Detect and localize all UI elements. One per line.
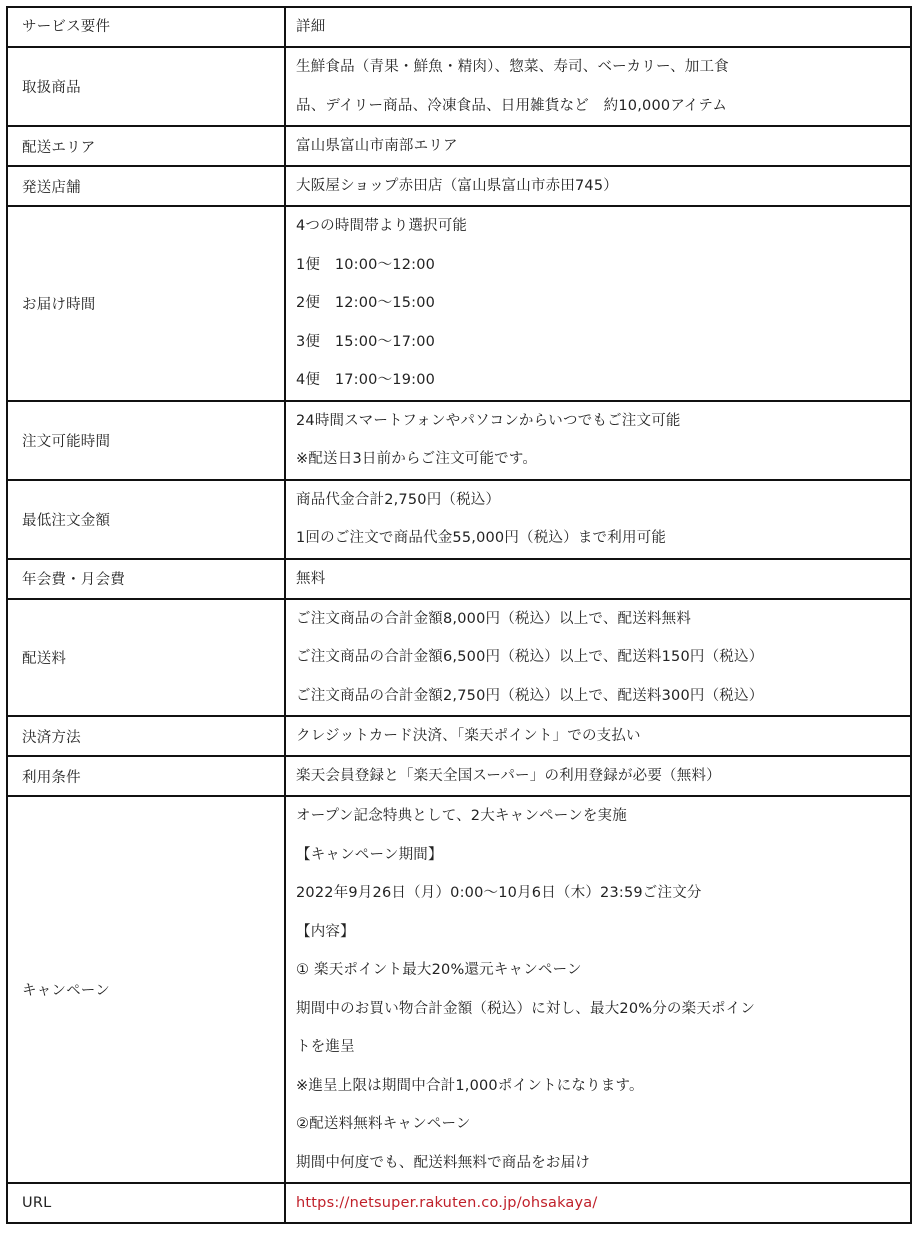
row-value-line: ※配送日3日前からご注文可能です。	[296, 451, 538, 467]
row-value-line: 2022年9月26日（月）0:00～10月6日（木）23:59ご注文分	[296, 885, 702, 901]
row-value-line: ご注文商品の合計金額8,000円（税込）以上で、配送料無料	[296, 610, 692, 627]
row-value-line: クレジットカード決済、「楽天ポイント」での支払い	[296, 728, 641, 744]
row-value-line: 2便 12:00～15:00	[296, 295, 436, 311]
row-value-line: 品、デイリー商品、冷凍食品、日用雑貨など 約10,000アイテム	[296, 97, 728, 114]
row-value-line: 1便 10:00～12:00	[296, 256, 436, 273]
row-value-line: ※進呈上限は期間中合計1,000ポイントになります。	[296, 1077, 644, 1094]
table-row	[7, 599, 911, 717]
row-value-cell	[285, 599, 911, 717]
table-row	[7, 47, 911, 126]
row-label-cell	[7, 559, 285, 599]
row-value-line: オープン記念特典として、2大キャンペーンを実施	[296, 808, 627, 824]
table-row	[7, 756, 911, 796]
row-label: 決済方法	[22, 729, 81, 746]
row-value-line: 期間中のお買い物合計金額（税込）に対し、最大20%分の楽天ポイン	[296, 1000, 756, 1017]
header-value-cell	[285, 7, 911, 47]
row-label-cell	[7, 480, 285, 559]
url-value-cell	[285, 1183, 911, 1223]
header-value: 詳細	[296, 19, 326, 35]
row-label-cell	[7, 166, 285, 206]
table-row	[7, 559, 911, 599]
row-value-cell	[285, 756, 911, 796]
row-value-cell	[285, 126, 911, 166]
row-label: 注文可能時間	[22, 433, 111, 450]
row-label-cell	[7, 599, 285, 717]
service-requirements-table	[6, 6, 912, 1224]
table-row	[7, 401, 911, 480]
row-value-line: トを進呈	[296, 1039, 355, 1055]
table-header-row	[7, 7, 911, 47]
row-label-cell	[7, 206, 285, 401]
row-value-line: 【内容】	[296, 923, 355, 940]
row-label: お届け時間	[22, 296, 96, 313]
url-label-cell	[7, 1183, 285, 1223]
header-label-cell	[7, 7, 285, 47]
row-value-cell	[285, 401, 911, 480]
row-label-cell	[7, 796, 285, 1183]
url-label: URL	[22, 1195, 52, 1211]
row-label: 配送料	[22, 650, 67, 667]
header-label: サービス要件	[22, 19, 111, 35]
row-value-line: 楽天会員登録と「楽天全国スーパー」の利用登録が必要（無料）	[296, 768, 721, 784]
row-value-cell	[285, 716, 911, 756]
row-value-line: ②配送料無料キャンペーン	[296, 1116, 471, 1132]
row-value-line: 24時間スマートフォンやパソコンからいつでもご注文可能	[296, 412, 681, 429]
row-label-cell	[7, 716, 285, 756]
table-row	[7, 480, 911, 559]
row-value-cell	[285, 480, 911, 559]
row-value-line: 3便 15:00～17:00	[296, 333, 436, 350]
row-value-line: 4つの時間帯より選択可能	[296, 218, 468, 234]
row-value-line: 【キャンペーン期間】	[296, 846, 443, 863]
row-value-line: 富山県富山市南部エリア	[296, 138, 458, 154]
row-label-cell	[7, 756, 285, 796]
table-row	[7, 126, 911, 166]
row-label: 利用条件	[22, 769, 81, 786]
row-label-cell	[7, 401, 285, 480]
table-row	[7, 716, 911, 756]
row-value-line: ① 楽天ポイント最大20%還元キャンペーン	[296, 962, 582, 978]
row-label: 取扱商品	[22, 80, 81, 96]
row-value-cell	[285, 47, 911, 126]
row-value-cell	[285, 796, 911, 1183]
table-row	[7, 796, 911, 1183]
row-value-line: ご注文商品の合計金額6,500円（税込）以上で、配送料150円（税込）	[296, 649, 764, 665]
table-body	[7, 7, 911, 1223]
netsuper-url-link[interactable]: https://netsuper.rakuten.co.jp/ohsakaya/	[296, 1195, 598, 1211]
row-label: 発送店舗	[22, 179, 81, 196]
row-value-line: 4便 17:00～19:00	[296, 372, 436, 388]
row-value-line: ご注文商品の合計金額2,750円（税込）以上で、配送料300円（税込）	[296, 687, 764, 704]
row-value-line: 生鮮食品（青果・鮮魚・精肉）、惣菜、寿司、ベーカリー、加工食	[296, 59, 729, 75]
row-label: 年会費・月会費	[22, 572, 125, 588]
row-value-line: 無料	[296, 570, 326, 587]
row-value-line: 大阪屋ショップ赤田店（富山県富山市赤田745）	[296, 178, 618, 194]
row-label: 最低注文金額	[22, 512, 111, 529]
table-row	[7, 166, 911, 206]
table-row	[7, 206, 911, 401]
url-row	[7, 1183, 911, 1223]
row-value-cell	[285, 206, 911, 401]
row-value-line: 期間中何度でも、配送料無料で商品をお届け	[296, 1154, 590, 1171]
row-label: 配送エリア	[22, 139, 96, 156]
row-value-line: 商品代金合計2,750円（税込）	[296, 491, 501, 508]
row-label-cell	[7, 47, 285, 126]
row-value-line: 1回のご注文で商品代金55,000円（税込）まで利用可能	[296, 530, 667, 546]
row-value-cell	[285, 166, 911, 206]
row-label-cell	[7, 126, 285, 166]
row-value-cell	[285, 559, 911, 599]
row-label: キャンペーン	[22, 983, 110, 999]
